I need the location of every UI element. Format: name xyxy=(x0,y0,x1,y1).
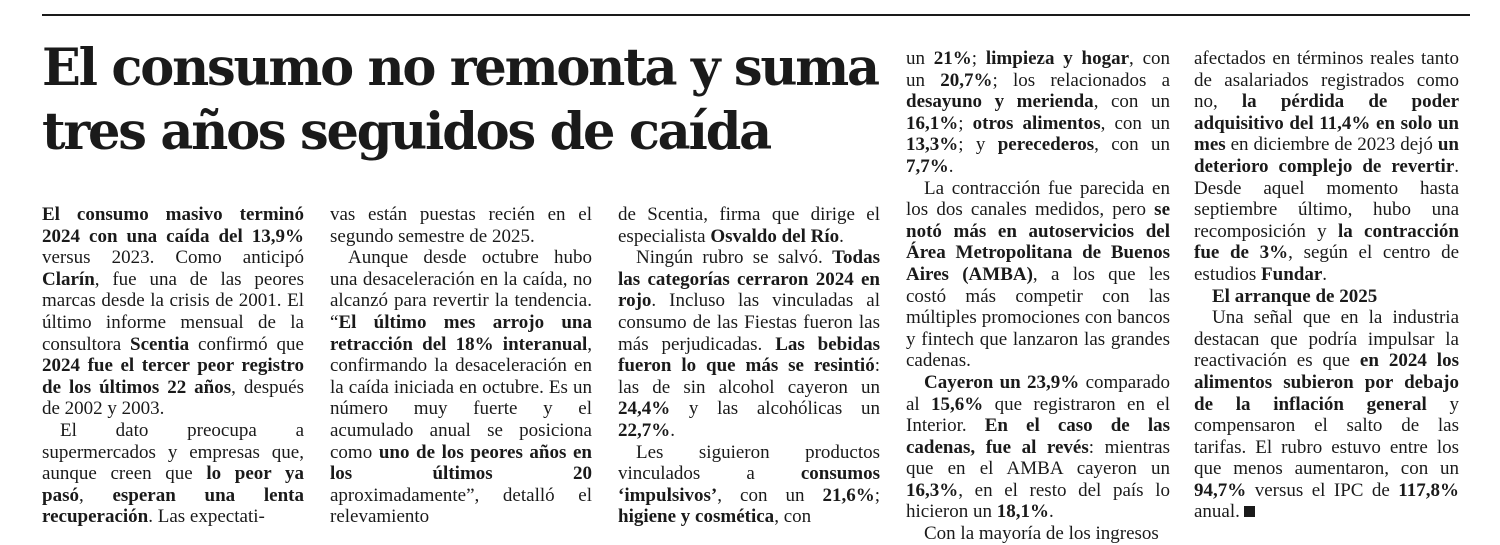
paragraph: El dato preocupa a supermercados y empresas que, aunque creen que lo peor ya pasó, esperan una lenta recuperación. Las expectati- xyxy=(42,419,304,528)
article-column-1 xyxy=(42,204,304,528)
paragraph: Aunque desde octubre hubo una desaceleración en la caída, no alcanzó para revertir la tendencia. “El último mes arrojo una retracción del 18% interanual, confirmando la desaceleración en la caída iniciada en octubre. Es un número muy fuerte y el acumulado anual se posiciona como uno de los peores años en los últimos 20 aproximadamente”, detalló el relevamiento xyxy=(330,247,592,528)
paragraph: de Scentia, firma que dirige el especialista Osvaldo del Río. xyxy=(618,204,880,247)
paragraph: afectados en términos reales tanto de asalariados registrados como no, la pérdida de poder adquisitivo del 11,4% en solo un mes en diciembre de 2023 dejó un deterioro complejo de revertir. Desde aquel momento hasta septiembre último, hubo una recomposición y la contracción fue de 3%, según el centro de estudios Fundar. xyxy=(1194,48,1459,285)
paragraph: Con la mayoría de los ingresos xyxy=(924,523,1159,545)
paragraph: La contracción fue parecida en los dos canales medidos, pero se notó más en autoservicios del Área Metropolitana de Buenos Aires (AMBA), a los que les costó más competir con las múltiples promociones con bancos y fintech que lanzaron las grandes cadenas. xyxy=(906,177,1170,372)
article-column-2 xyxy=(330,204,592,528)
paragraph: Cayeron un 23,9% comparado al 15,6% que registraron en el Interior. En el caso de las cadenas, fue al revés: mientras que en el AMBA cayeron un 16,3%, en el resto del país lo hicieron un 18,1%. xyxy=(906,371,1170,523)
article-column-5 xyxy=(1194,48,1459,523)
paragraph: un 21%; limpieza y hogar, con un 20,7%; los relacionados a desayuno y merienda, con un 16,1%; otros alimentos, con un 13,3%; y perecederos, con un 7,7%. xyxy=(906,48,1171,177)
end-of-article-mark xyxy=(1244,506,1255,517)
paragraph: vas están puestas recién en el segundo semestre de 2025. xyxy=(330,204,592,247)
article-column-3 xyxy=(618,204,880,528)
subheading: El arranque de 2025 xyxy=(1212,285,1378,307)
paragraph: Una señal que en la industria destacan que podría impulsar la reactivación es que en 2024 los alimentos subieron por debajo de la inflación general y compensaron el salto de las tarifas. El rubro estuvo entre los que menos aumentaron, con un 94,7% versus el IPC de 117,8% anual. xyxy=(1194,307,1460,523)
paragraph: Les siguieron productos vinculados a consumos ‘impulsivos’, con un 21,6%; higiene y cosmética, con xyxy=(618,441,880,528)
headline: El consumo no remonta y suma tres años seguidos de caída xyxy=(42,38,878,162)
paragraph: Ningún rubro se salvó. Todas las categorías cerraron 2024 en rojo. Incluso las vinculadas al consumo de las Fiestas fueron las más perjudicadas. Las bebidas fueron lo que más se resintió: las de sin alcohol cayeron un 24,4% y las alcohólicas un 22,7%. xyxy=(618,247,880,441)
paragraph: El consumo masivo terminó 2024 con una caída del 13,9% versus 2023. Como anticipó Clarín, fue una de las peores marcas desde la crisis de 2001. El último informe mensual de la consultora Scentia confirmó que 2024 fue el tercer peor registro de los últimos 22 años, después de 2002 y 2003. xyxy=(42,204,305,420)
article-column-4 xyxy=(906,48,1170,545)
top-rule xyxy=(42,14,1470,16)
